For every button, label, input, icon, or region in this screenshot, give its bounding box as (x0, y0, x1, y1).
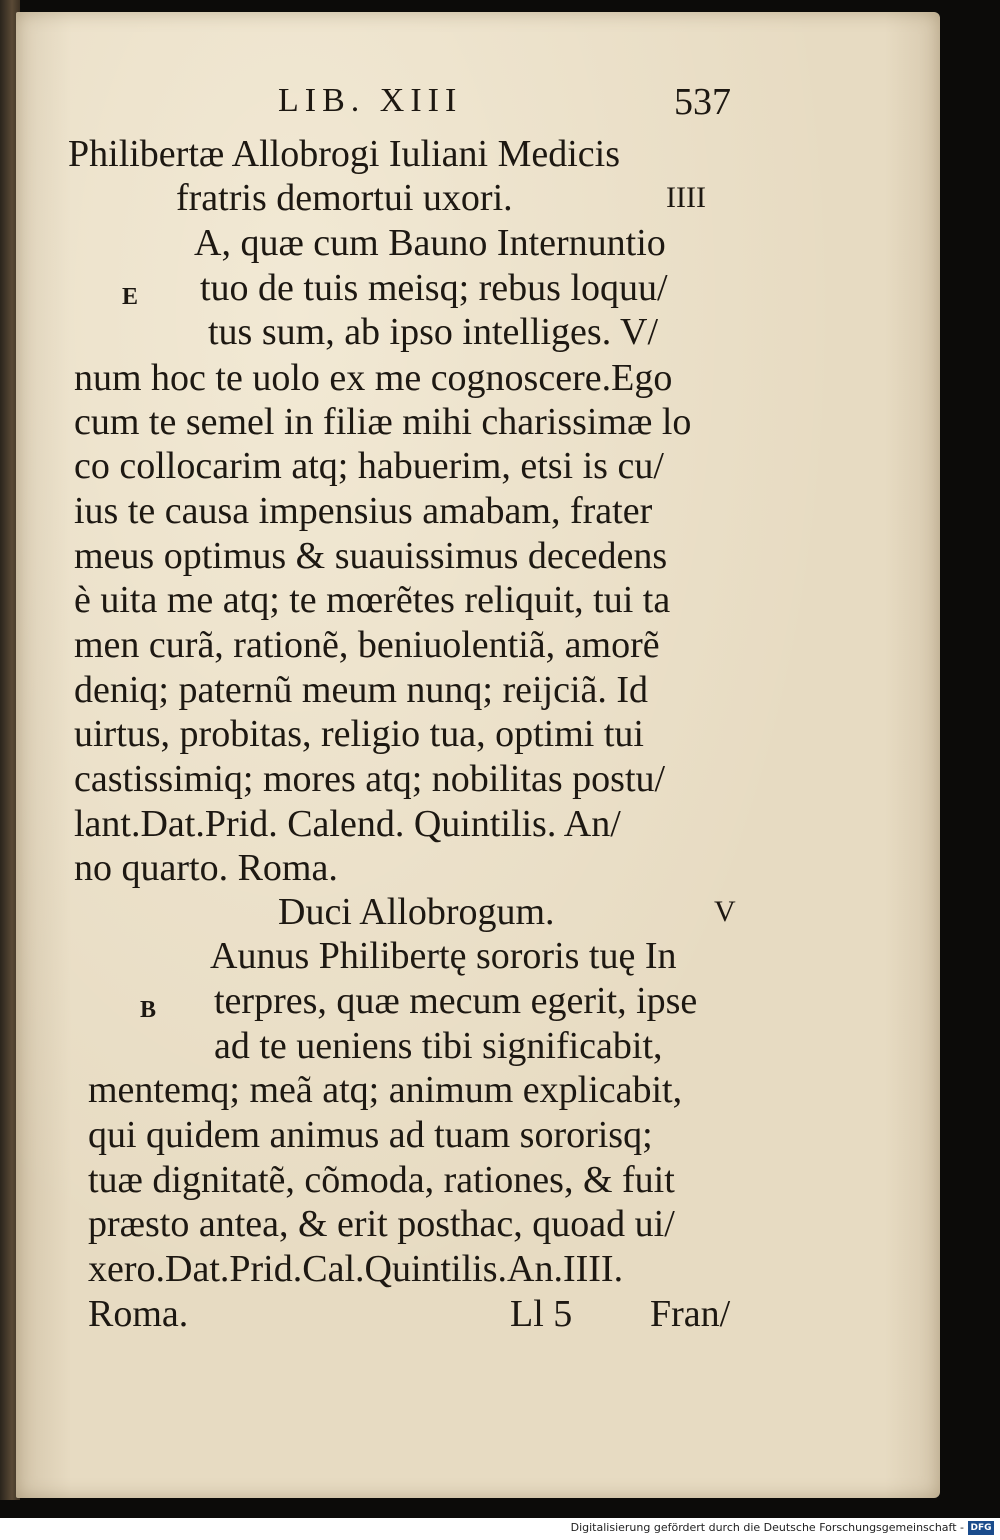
dfg-logo: DFG (968, 1521, 994, 1535)
book-page (16, 12, 940, 1498)
letter-text-line: uirtus, probitas, religio tua, optimi tui (74, 713, 644, 755)
margin-letter: B (140, 997, 157, 1023)
letter-number: V (714, 895, 736, 928)
letter-text-line: terpres, quæ mecum egerit, ipse (214, 980, 698, 1022)
letter-text-line: co collocarim atq; habuerim, etsi is cu/ (74, 445, 664, 487)
digitization-footer (0, 1518, 1000, 1540)
letter-text-line: cum te semel in filiæ mihi charissimæ lo (74, 401, 692, 443)
letter-text-line: castissimiq; mores atq; nobilitas postu/ (74, 758, 666, 800)
signature-mark: Ll 5 (510, 1293, 573, 1335)
letter-text-line: deniq; paternũ meum nunq; reijciã. Id (74, 669, 649, 711)
letter-text-line: A, quæ cum Bauno Internuntio (194, 222, 666, 264)
letter-text-line: tuo de tuis meisq; rebus loquu/ (200, 267, 668, 309)
letter-text-line: ius te causa impensius amabam, frater (74, 490, 653, 532)
letter-text-line: mentemq; meã atq; animum explicabit, (88, 1069, 683, 1111)
letter-text-line: meus optimus & suauissimus decedens (74, 535, 668, 577)
letter-text-line: tuæ dignitatẽ, cõmoda, rationes, & fuit (88, 1159, 675, 1201)
running-head-title: LIB. XIII (278, 82, 463, 119)
letter-text-line: no quarto. Roma. (74, 847, 338, 889)
letter-address-line: Philibertæ Allobrogi Iuliani Medicis (68, 133, 621, 175)
letter-number: IIII (666, 181, 706, 214)
letter-text-line: lant.Dat.Prid. Calend. Quintilis. An/ (74, 803, 621, 845)
catchword: Fran/ (650, 1293, 731, 1335)
letter-text-line: Aunus Philibertę sororis tuę In (210, 935, 677, 977)
letter-text-line: Roma. (88, 1293, 189, 1335)
letter-text-line: è uita me atq; te mœrẽtes reliquit, tui ta (74, 579, 671, 621)
letter-text-line: præsto antea, & erit posthac, quoad ui/ (88, 1203, 675, 1245)
letter-text-line: tus sum, ab ipso intelliges. V/ (208, 311, 659, 353)
letter-address-line: Duci Allobrogum. (278, 891, 555, 933)
page-number: 537 (674, 81, 731, 123)
margin-letter: E (122, 284, 139, 310)
letter-text-line: qui quidem animus ad tuam sororisq; (88, 1114, 653, 1156)
footer-credit-text: Digitalisierung gefördert durch die Deutsche Forschungsgemeinschaft - (570, 1521, 964, 1534)
letter-text-line: men curã, rationẽ, beniuolentiã, amorẽ (74, 624, 660, 666)
letter-address-line: fratris demortui uxori. (176, 177, 513, 219)
letter-text-line: ad te ueniens tibi significabit, (214, 1025, 663, 1067)
letter-text-line: num hoc te uolo ex me cognoscere.Ego (74, 357, 673, 399)
letter-text-line: xero.Dat.Prid.Cal.Quintilis.An.IIII. (88, 1248, 624, 1290)
